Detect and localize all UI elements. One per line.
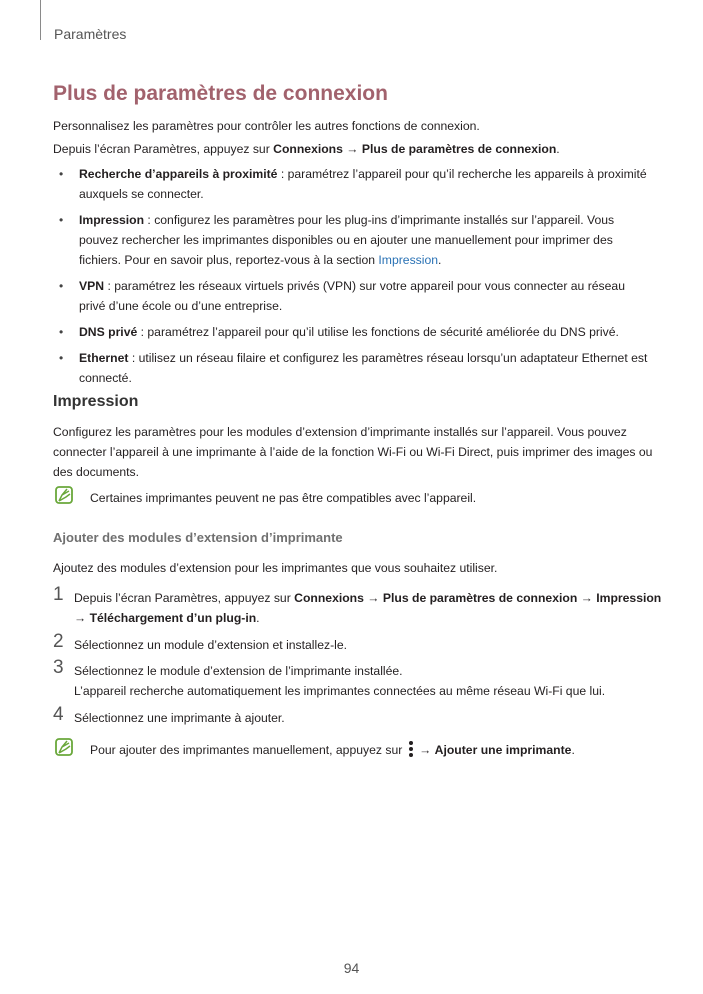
item-desc: : paramétrez les réseaux virtuels privés (VPN) sur votre appareil pour vous connecter au réseau privé d’une école ou d’une entreprise. [79,279,625,313]
item-term: DNS privé [79,325,138,339]
arrow: → [577,591,597,605]
menu-path-impression: Impression [596,591,662,605]
page-number: 94 [343,960,360,976]
item-desc: : paramétrez l’appareil pour qu’il recherche les appareils à proximité auxquels se connecter. [79,167,647,201]
step-instruction: Depuis l’écran Paramètres, appuyez sur [74,591,295,605]
bullet-icon: • [59,167,64,181]
item-desc: : configurez les paramètres pour les plug-ins d’imprimante installés sur l’appareil. Vous pouvez rechercher les imprimantes disponibles ou en ajouter une manuellement pour imprimer des fichiers. Pour en savoir plus, reportez-vous à la section [79,213,615,267]
menu-path-download-plugin: Téléchargement d’un plug-in [89,611,257,625]
more-options-icon [407,741,415,757]
arrow: → [415,743,435,757]
impression-link[interactable]: Impression [378,253,439,267]
arrow: → [342,142,362,156]
step-number: 1 [53,584,64,605]
note-pencil-icon [55,738,73,756]
period: . [571,743,575,757]
menu-path-connexions: Connexions [294,591,364,605]
item-term: Recherche d’appareils à proximité [79,167,278,181]
step-text [74,661,664,701]
step-text: Sélectionnez un module d’extension et installez-le. [74,638,348,652]
impression-body: Configurez les paramètres pour les modules d’extension d’imprimante installés sur l’appareil. Vous pouvez connecter l’appareil à une imprimante à l’aide de la fonction Wi-Fi ou Wi-Fi Direct, puis imprimer des images ou des documents. [53,425,653,479]
menu-path-add-printer: Ajouter une imprimante [434,743,572,757]
list-item [53,348,653,388]
intro-text: Depuis l’écran Paramètres, appuyez sur [53,142,274,156]
intro-line-2 [53,139,653,159]
note-instruction: Pour ajouter des imprimantes manuellement, appuyez sur [90,743,406,757]
arrow: → [363,591,383,605]
section-header: Paramètres [54,26,127,42]
menu-path-connexions: Connexions [273,142,343,156]
item-term: VPN [79,279,105,293]
settings-list [53,164,653,394]
period: . [556,142,560,156]
subheading-add-plugins: Ajouter des modules d’extension d’imprimante [53,530,343,545]
bullet-icon: • [59,213,64,227]
note-pencil-icon [55,486,73,504]
item-desc: : utilisez un réseau filaire et configurez les paramètres réseau lorsqu’un adaptateur Ethernet est connecté. [79,351,648,385]
bullet-icon: • [59,279,64,293]
step-detail: L’appareil recherche automatiquement les imprimantes connectées au même réseau Wi-Fi que lui. [74,684,606,698]
step-text: Sélectionnez une imprimante à ajouter. [74,711,285,725]
item-desc: : paramétrez l’appareil pour qu’il utilise les fonctions de sécurité améliorée du DNS privé. [137,325,619,339]
item-term: Impression [79,213,145,227]
header-divider [40,0,41,40]
list-item [53,164,653,204]
section-heading-impression: Impression [53,393,139,410]
arrow: → [74,611,90,625]
period: . [438,253,442,267]
step-text [74,588,664,628]
step-number: 2 [53,631,64,652]
list-item [53,210,653,270]
period: . [256,611,260,625]
bullet-icon: • [59,351,64,365]
step-number: 4 [53,704,64,725]
item-term: Ethernet [79,351,129,365]
menu-path-more-settings: Plus de paramètres de connexion [361,142,557,156]
add-plugins-intro: Ajoutez des modules d’extension pour les imprimantes que vous souhaitez utiliser. [53,561,498,575]
intro-line-1: Personnalisez les paramètres pour contrôler les autres fonctions de connexion. [53,119,480,133]
list-item [53,322,653,342]
note-text [90,740,575,760]
list-item [53,276,653,316]
page-title: Plus de paramètres de connexion [53,82,388,105]
bullet-icon: • [59,325,64,339]
step-instruction: Sélectionnez le module d’extension de l’imprimante installée. [74,664,403,678]
menu-path-more-settings: Plus de paramètres de connexion [382,591,578,605]
step-number: 3 [53,657,64,678]
note-text: Certaines imprimantes peuvent ne pas être compatibles avec l’appareil. [90,491,477,505]
